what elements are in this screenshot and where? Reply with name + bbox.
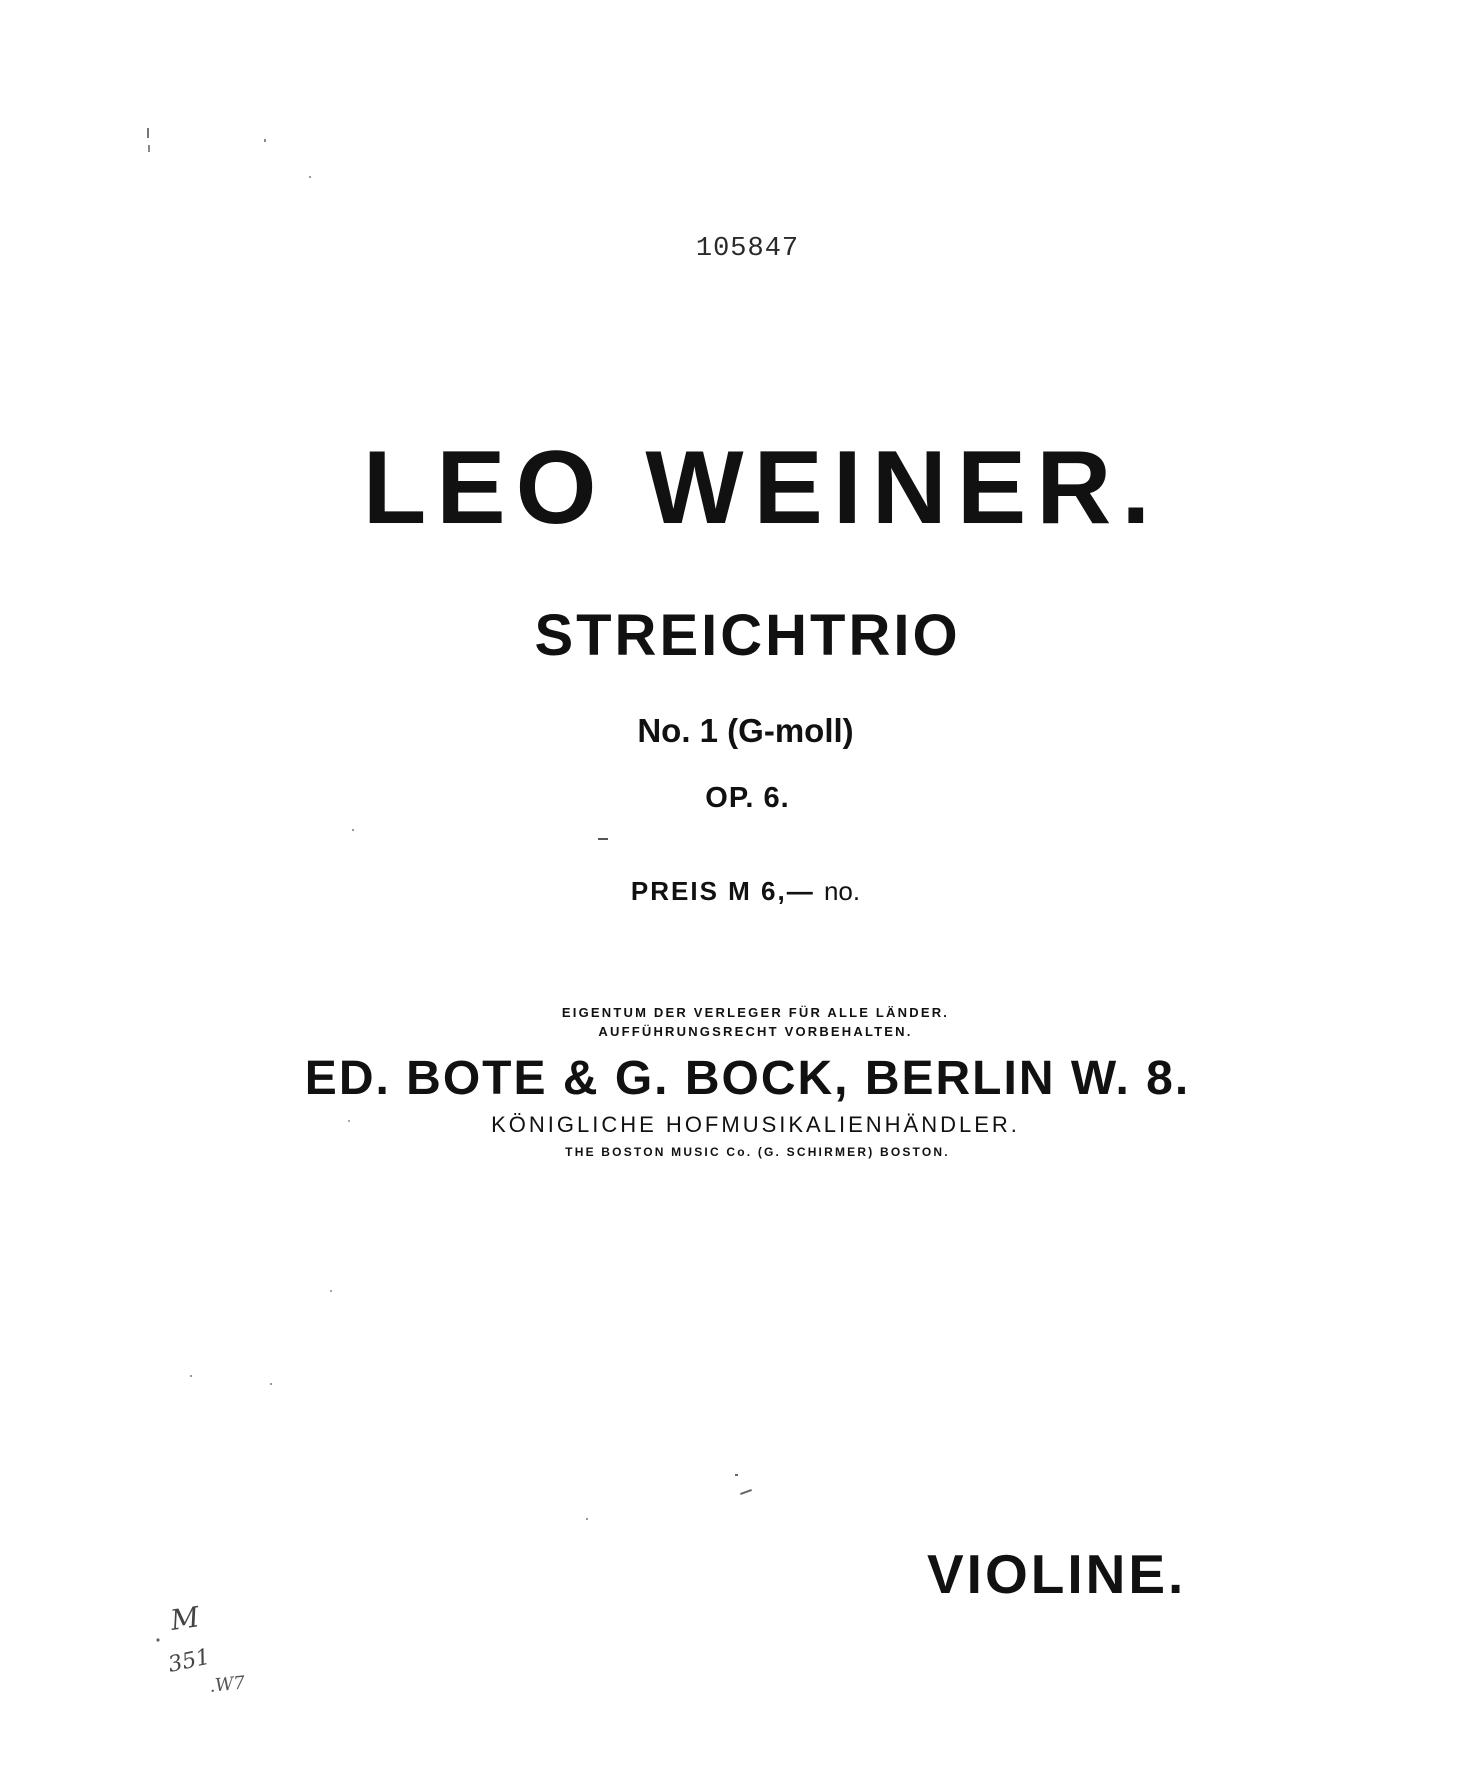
handwritten-catalog-mark (150, 1600, 270, 1710)
rights-notice-line-2: AUFFÜHRUNGSRECHT VORBEHALTEN. (598, 1024, 913, 1039)
catalog-mark-line-3: .W7 (208, 1672, 247, 1697)
speck (190, 1375, 192, 1377)
catalog-mark-line-2: 351 (166, 1644, 213, 1678)
opus-number: OP. 6. (705, 782, 790, 814)
ink-dot (156, 1638, 159, 1641)
catalog-mark-line-1: M (168, 1600, 202, 1637)
speck (735, 1474, 738, 1476)
library-stamp-number: 105847 (695, 234, 800, 264)
publisher-name: ED. BOTE & G. BOCK, BERLIN W. 8. (304, 1052, 1191, 1105)
speck (598, 838, 608, 840)
speck (270, 1383, 272, 1385)
work-number: No. 1 (G-moll) (637, 712, 854, 749)
price (0, 878, 1471, 904)
composer-name: LEO WEINER. (362, 430, 1161, 546)
speck (147, 128, 149, 138)
speck (148, 145, 150, 152)
price-label: PREIS M 6,— (630, 876, 815, 906)
rights-notice-line-1: EIGENTUM DER VERLEGER FÜR ALLE LÄNDER. (561, 1005, 950, 1020)
agent-line: THE BOSTON MUSIC Co. (G. SCHIRMER) BOSTON. (565, 1145, 950, 1159)
speck (264, 139, 266, 142)
work-title: STREICHTRIO (534, 603, 961, 668)
speck (740, 1489, 752, 1495)
speck (330, 1290, 332, 1292)
speck (352, 829, 354, 831)
part-name: VIOLINE. (927, 1543, 1187, 1605)
speck (586, 1518, 588, 1520)
publisher-title: KÖNIGLICHE HOFMUSIKALIENHÄNDLER. (491, 1112, 1020, 1137)
speck (309, 176, 311, 178)
price-suffix: no. (823, 876, 861, 906)
